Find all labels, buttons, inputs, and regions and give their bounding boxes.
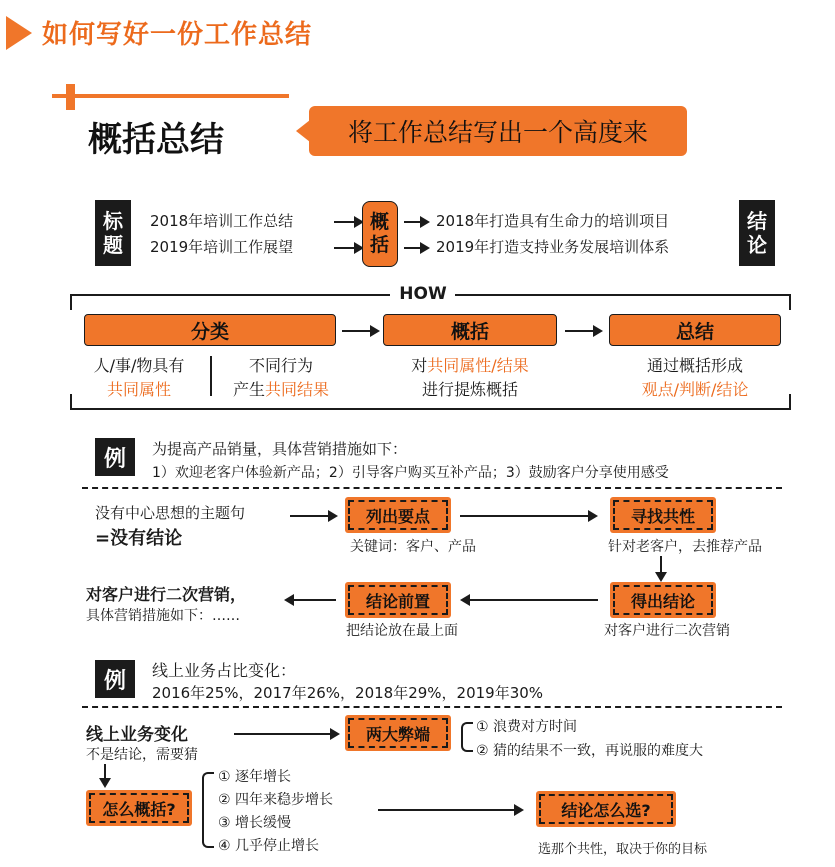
drawback-item-1: ① 浪费对方时间 (476, 719, 578, 735)
header-arrow-icon (6, 16, 32, 50)
box-list-points: 列出要点 (345, 497, 451, 533)
box-conclusion-first: 结论前置 (345, 582, 451, 618)
option-1: ① 逐年增长 (218, 769, 292, 785)
box-list-note: 关键词：客户、产品 (350, 539, 476, 555)
option-2: ② 四年来稳步增长 (218, 792, 334, 808)
choose-note: 选那个共性，取决于你的目标 (538, 842, 708, 857)
box-find-common: 寻找共性 (610, 497, 716, 533)
title-left-line-1: 2018年培训工作总结 (150, 212, 294, 230)
page-title: 如何写好一份工作总结 (42, 20, 313, 50)
box-two-drawbacks: 两大弊端 (345, 715, 451, 751)
box-front-note: 把结论放在最上面 (346, 623, 458, 639)
option-3: ③ 增长缓慢 (218, 815, 292, 831)
change-title: 线上业务变化 (86, 725, 188, 745)
box-choose-conclusion: 结论怎么选? (536, 791, 676, 827)
title-right-line-1: 2018年打造具有生命力的培训项目 (436, 212, 670, 230)
center-summarize-box: 概括 (362, 201, 398, 267)
problem-line-1: 没有中心思想的主题句 (95, 504, 246, 522)
example1-badge: 例 (95, 438, 135, 476)
how-step-conclude: 总结 (609, 314, 781, 346)
section-accent-tick (66, 84, 75, 110)
section-banner: 将工作总结写出一个高度来 (309, 106, 687, 156)
title-left-line-2: 2019年培训工作展望 (150, 238, 294, 256)
change-note: 不是结论，需要猜 (86, 747, 198, 763)
section-title: 概括总结 (88, 120, 224, 160)
classify-left-text: 人/事/物具有 共同属性 (93, 356, 185, 399)
example1-line-1: 为提高产品销量，具体营销措施如下： (152, 440, 408, 458)
result-line-2: 具体营销措施如下：…… (86, 608, 240, 624)
section-accent-line (52, 94, 289, 98)
summarize-text: 对共同属性/结果 进行提炼概括 (411, 356, 529, 399)
how-step-classify: 分类 (84, 314, 336, 346)
box-find-note: 针对老客户，去推荐产品 (608, 539, 762, 555)
problem-line-2: =没有结论 (95, 528, 183, 549)
conclude-text: 通过概括形成 观点/判断/结论 (641, 356, 749, 399)
classify-right-text: 不同行为 产生共同结果 (232, 356, 330, 399)
option-4: ④ 几乎停止增长 (218, 838, 320, 854)
box-conclude-note: 对客户进行二次营销 (604, 623, 730, 639)
example2-badge: 例 (95, 660, 135, 698)
title-label: 标题 (95, 200, 131, 266)
example2-line-1: 线上业务占比变化： (152, 661, 297, 680)
example2-line-2: 2016年25%，2017年26%，2018年29%，2019年30% (152, 684, 544, 702)
conclusion-label: 结论 (739, 200, 775, 266)
title-right-line-2: 2019年打造支持业务发展培训体系 (436, 238, 670, 256)
drawback-item-2: ② 猜的结果不一致，再说服的难度大 (476, 743, 704, 759)
box-draw-conclusion: 得出结论 (610, 582, 716, 618)
result-line-1: 对客户进行二次营销， (86, 585, 247, 604)
example1-line-2: 1）欢迎老客户体验新产品；2）引导客户购买互补产品；3）鼓励客户分享使用感受 (152, 465, 669, 481)
how-label: HOW (399, 284, 447, 304)
box-how-summarize: 怎么概括? (86, 790, 192, 826)
how-step-summarize: 概括 (383, 314, 557, 346)
banner-pointer-icon (296, 120, 310, 142)
